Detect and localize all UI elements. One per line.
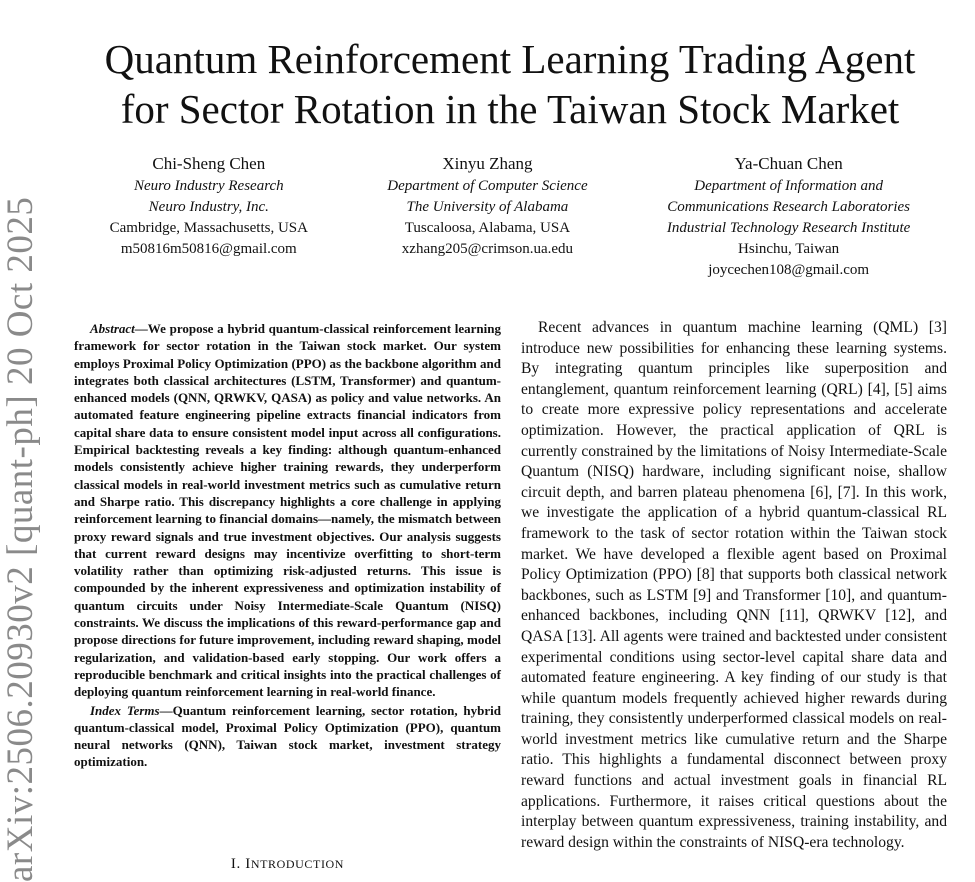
section-number: I. I [230,856,251,872]
author-name: Chi-Sheng Chen [152,154,266,173]
author-name: Ya-Chuan Chen [734,154,843,173]
author-location: Hsinchu, Taiwan [738,241,840,257]
author-block [70,152,950,281]
section-heading-introduction [74,856,501,873]
arxiv-identifier: arXiv:2506.20930v2 [quant-ph] 20 Oct 2025 [0,196,41,882]
author-affiliation: Communications Research Laboratories [667,199,910,215]
author-3 [667,152,910,281]
author-name: Xinyu Zhang [442,154,533,173]
author-location: Tuscaloosa, Alabama, USA [404,220,571,236]
author-email: m50816m50816@gmail.com [120,241,297,257]
author-affiliation: Industrial Technology Research Institute [666,220,911,236]
section-title: NTRODUCTION [250,857,345,871]
title-line-2: for Sector Rotation in the Taiwan Stock Market [120,86,900,132]
abstract [74,320,501,701]
author-affiliation: Department of Computer Science [387,178,588,194]
introduction-paragraph: Recent advances in quantum machine learning (QML) [3] introduce new possibilities for enhancing these learning systems. By integrating quantum principles like superposition and entanglement, quantum reinforcement learning (QRL) [4], [5] aims to create more expressive policy representations and accelerate optimization. However, the practical application of QRL is currently constrained by the limitations of Noisy Intermediate-Scale Quantum (NISQ) hardware, including significant noise, shallow circuit depth, and barren plateau phenomena [6], [7]. In this work, we investigate the application of a hybrid quantum-classical RL framework to the task of sector rotation within the Taiwan stock market. We have developed a flexible agent based on Proximal Policy Optimization (PPO) [8] that supports both classical network backbones, such as LSTM [9] and Transformer [10], and quantum-enhanced backbones, including QNN [11], QRWKV [12], and QASA [13]. All agents were trained and backtested under consistent experimental conditions using sector-level capital share data and automated feature engineering. A key finding of our study is that while quantum models frequently achieved higher rewards during training, they consistently underperformed classical models on real-world investment metrics like cumulative return and the Sharpe ratio. This highlights a fundamental disconnect between proxy reward functions and actual investment goals in financial RL applications. Furthermore, it raises critical questions about the interplay between quantum expressiveness, training instability, and reward design within the constraints of NISQ-era technology. [521,319,947,851]
author-2 [387,152,587,281]
paper-title [60,34,960,134]
author-1 [110,152,308,281]
author-location: Cambridge, Massachusetts, USA [109,220,308,236]
index-terms-text: —Quantum reinforcement learning, sector rotation, hybrid quantum-classical model, Proximal Policy Optimization (PPO), quantum neural networks (QNN), Taiwan stock market, investment strategy optimization. [74,702,501,770]
title-line-1: Quantum Reinforcement Learning Trading Agent [104,36,916,82]
author-email: joycechen108@gmail.com [708,262,870,278]
abstract-label: Abstract [90,321,135,336]
author-affiliation: Neuro Industry, Inc. [148,199,269,215]
author-affiliation: Department of Information and [694,178,883,194]
index-terms [74,702,501,771]
left-column [74,320,501,771]
author-affiliation: The University of Alabama [406,199,569,215]
author-email: xzhang205@crimson.ua.edu [401,241,574,257]
abstract-text: —We propose a hybrid quantum-classical reinforcement learning framework for sector rotation in the Taiwan stock market. Our system employs Proximal Policy Optimization (PPO) as the backbone algorithm and integrates both classical architectures (LSTM, Transformer) and quantum-enhanced models (QNN, QRWKV, QASA) as policy and value networks. An automated feature engineering pipeline extracts financial indicators from capital share data to ensure consistent model input across all configurations. Empirical backtesting reveals a key finding: although quantum-enhanced models consistently achieve higher training rewards, they underperform classical models in real-world investment metrics such as cumulative return and Sharpe ratio. This discrepancy highlights a core challenge in applying reinforcement learning to financial domains—namely, the mismatch between proxy reward signals and true investment objectives. Our analysis suggests that current reward designs may incentivize overfitting to short-term volatility rather than optimizing risk-adjusted returns. This issue is compounded by the inherent expressiveness and optimization instability of quantum circuits under Noisy Intermediate-Scale Quantum (NISQ) constraints. We discuss the implications of this reward-performance gap and propose directions for future improvement, including reward shaping, model regularization, and validation-based early stopping. Our work offers a reproducible benchmark and critical insights into the practical challenges of deploying quantum reinforcement learning in real-world finance. [74,321,501,700]
index-terms-label: Index Terms [90,702,160,718]
author-affiliation: Neuro Industry Research [133,178,284,194]
